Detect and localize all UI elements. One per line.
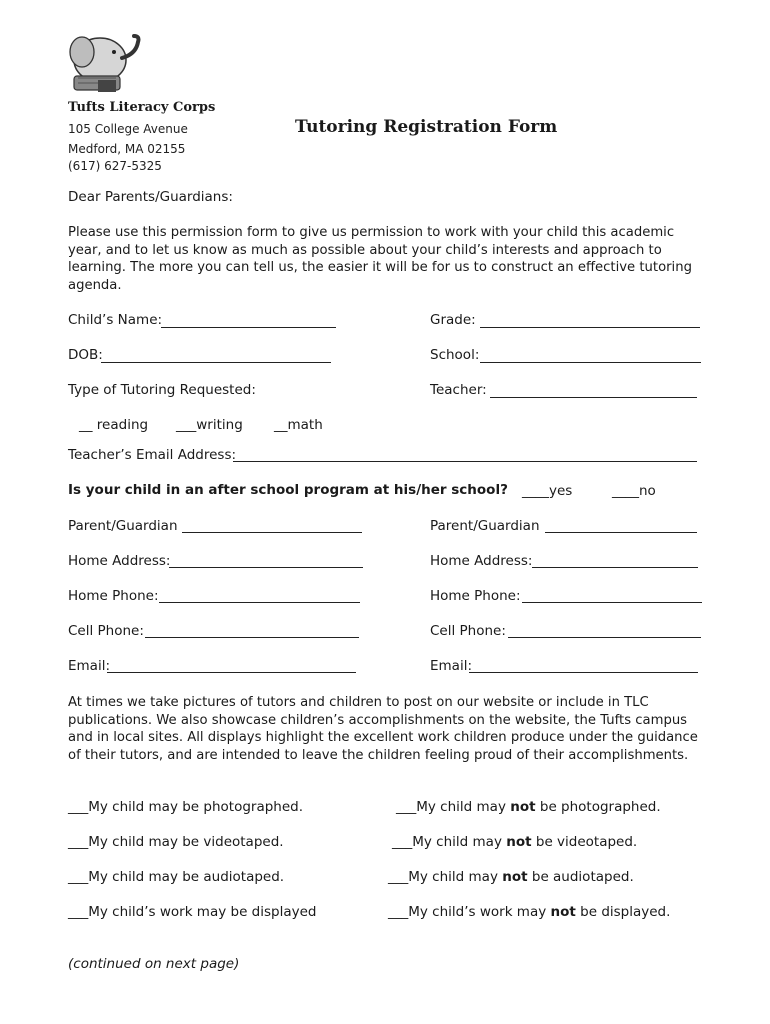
not-word: not xyxy=(506,834,532,850)
teacher-email-field[interactable] xyxy=(233,461,697,462)
consent-photographed[interactable]: ___My child may be photographed. xyxy=(68,799,304,815)
not-word: not xyxy=(550,904,576,920)
teacher-label: Teacher: xyxy=(430,382,487,398)
teacher-field[interactable] xyxy=(490,397,697,398)
email-2-field[interactable] xyxy=(469,672,698,673)
not-word: not xyxy=(510,799,536,815)
home-address-2-label: Home Address: xyxy=(430,553,533,569)
consent-audiotaped[interactable]: ___My child may be audiotaped. xyxy=(68,869,285,885)
after-school-no[interactable]: ____no xyxy=(612,483,656,499)
home-phone-1-field[interactable] xyxy=(159,602,360,603)
cell-phone-2-label: Cell Phone: xyxy=(430,623,506,639)
dob-field[interactable] xyxy=(101,362,331,363)
school-field[interactable] xyxy=(480,362,701,363)
tutoring-type-label: Type of Tutoring Requested: xyxy=(68,382,256,398)
parent-guardian-2-label: Parent/Guardian xyxy=(430,518,540,534)
continued-note: (continued on next page) xyxy=(68,956,240,972)
home-phone-2-label: Home Phone: xyxy=(430,588,521,604)
parent-guardian-1-label: Parent/Guardian xyxy=(68,518,178,534)
deny-audio-prefix: ___My child may xyxy=(388,869,503,885)
child-name-field[interactable] xyxy=(161,327,336,328)
home-phone-1-label: Home Phone: xyxy=(68,588,159,604)
after-school-yes[interactable]: ____yes xyxy=(522,483,573,499)
consent-videotaped[interactable]: ___My child may be videotaped. xyxy=(68,834,284,850)
grade-field[interactable] xyxy=(480,327,700,328)
email-2-label: Email: xyxy=(430,658,473,674)
deny-photo-prefix: ___My child may xyxy=(396,799,511,815)
reading-option[interactable]: __ reading xyxy=(79,417,149,433)
deny-photographed[interactable] xyxy=(396,799,661,815)
address-line-2: Medford, MA 02155 xyxy=(68,142,186,156)
school-label: School: xyxy=(430,347,480,363)
not-word: not xyxy=(502,869,528,885)
home-address-1-label: Home Address: xyxy=(68,553,171,569)
deny-video-suffix: be videotaped. xyxy=(531,834,638,850)
greeting: Dear Parents/Guardians: xyxy=(68,189,233,205)
parent-guardian-2-field[interactable] xyxy=(545,532,697,533)
writing-option[interactable]: ___writing xyxy=(176,417,243,433)
grade-label: Grade: xyxy=(430,312,476,328)
dob-label: DOB: xyxy=(68,347,103,363)
parent-guardian-1-field[interactable] xyxy=(182,532,362,533)
home-address-2-field[interactable] xyxy=(532,567,698,568)
cell-phone-1-label: Cell Phone: xyxy=(68,623,144,639)
deny-work-suffix: be displayed. xyxy=(575,904,671,920)
deny-videotaped[interactable] xyxy=(392,834,637,850)
org-name: Tufts Literacy Corps xyxy=(68,100,216,115)
consent-work-displayed[interactable]: ___My child’s work may be displayed xyxy=(68,904,317,920)
home-phone-2-field[interactable] xyxy=(522,602,702,603)
deny-video-prefix: ___My child may xyxy=(392,834,507,850)
org-phone: (617) 627-5325 xyxy=(68,159,162,173)
form-title: Tutoring Registration Form xyxy=(295,117,558,137)
deny-work-displayed[interactable] xyxy=(388,904,670,920)
deny-audio-suffix: be audiotaped. xyxy=(527,869,634,885)
child-name-label: Child’s Name: xyxy=(68,312,163,328)
media-paragraph: At times we take pictures of tutors and children to post on our website or include in TLC publications. We also showcase children’s accomplishments on the website, the Tufts campus and in local sites. All displays highlight the excellent work children produce under the guidance of their tutors, and are intended to leave the children feeling proud of their accomplishments. xyxy=(68,695,698,763)
math-option[interactable]: __math xyxy=(274,417,323,433)
after-school-question: Is your child in an after school program at his/her school? xyxy=(68,482,508,498)
deny-work-prefix: ___My child’s work may xyxy=(388,904,551,920)
deny-audiotaped[interactable] xyxy=(388,869,634,885)
email-1-label: Email: xyxy=(68,658,111,674)
email-1-field[interactable] xyxy=(107,672,356,673)
cell-phone-2-field[interactable] xyxy=(508,637,701,638)
address-line-1: 105 College Avenue xyxy=(68,122,188,136)
elephant-logo xyxy=(64,30,144,96)
deny-photo-suffix: be photographed. xyxy=(535,799,661,815)
home-address-1-field[interactable] xyxy=(169,567,363,568)
cell-phone-1-field[interactable] xyxy=(145,637,359,638)
intro-paragraph: Please use this permission form to give us permission to work with your child this academic year, and to let us know as much as possible about your child’s interests and approach to learning. The more you can tell us, the easier it will be for us to construct an effective tutoring agenda. xyxy=(68,225,692,293)
teacher-email-label: Teacher’s Email Address: xyxy=(68,447,237,463)
